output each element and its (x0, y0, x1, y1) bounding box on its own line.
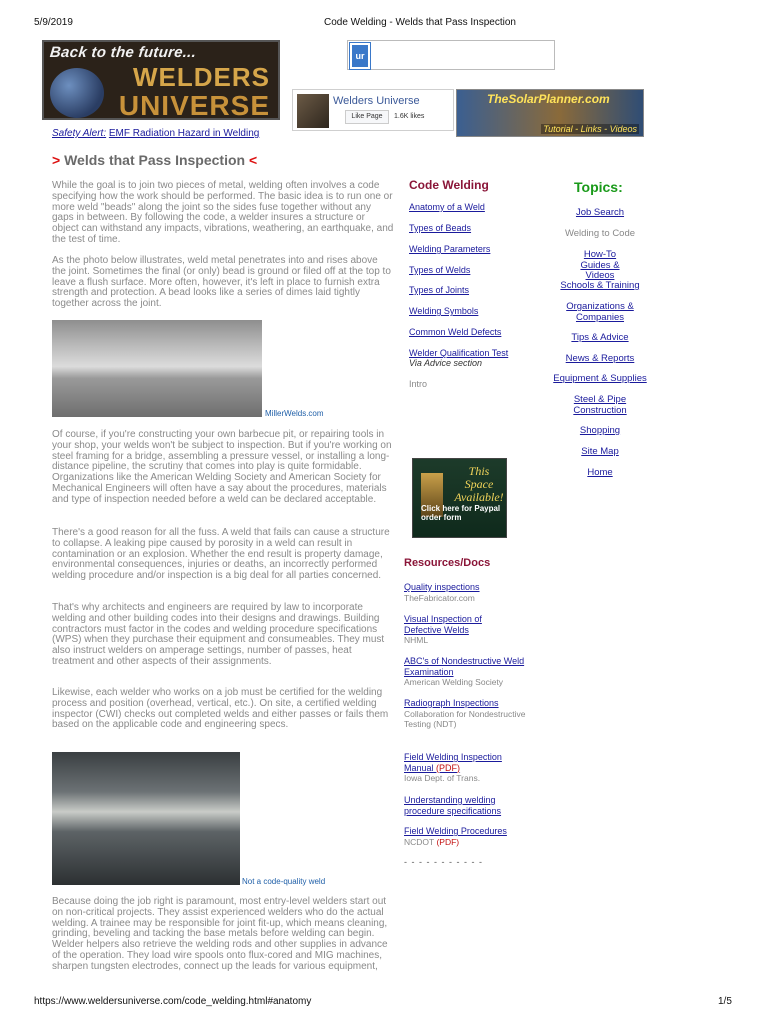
nav-welding-parameters[interactable]: Welding Parameters (409, 244, 491, 254)
article-paragraph-3: Of course, if you're constructing your own barbecue pit, or repairing tools in your shop, your welds won't be subject to inspection. But if you're working on steel framing for a bridge, assembling a pressure vessel, or installing a long-distance pipeline, the scrutiny that comes into play is quite formidable. Organizations like the American Welding Society and American Society for Mechanical Engineers will often have a say about the procedures, materials and type of inspection needed before a weld can be declared acceptable. (52, 429, 392, 505)
pdf-badge: (PDF) (436, 762, 461, 773)
photo-caption-1[interactable]: MillerWelds.com (265, 409, 324, 418)
article-paragraph-1: While the goal is to join two pieces of metal, welding often involves a code specifying how the work should be performed. The basic idea is to run one or more weld "beads" along the joint so the sides fuse together without any gaps in between. By following the code, a welder insures a structure or object can withstand any impacts, vibrations, weathering, an earthquake, and the test of time. (52, 180, 394, 245)
resource-source: TheFabricator.com (404, 592, 475, 603)
print-date: 5/9/2019 (34, 17, 73, 28)
photo-caption-2: Not a code-quality weld (242, 877, 326, 886)
topic-home[interactable]: Home (587, 467, 613, 478)
paypal-order-link[interactable]: Click here for Paypal order form (421, 504, 501, 522)
page-title-text: Welds that Pass Inspection (64, 152, 246, 168)
article-paragraph-5: That's why architects and engineers are required by law to incorporate welding and other building codes into their designs and drawings. Building contractors must factor in the codes and welding procedure specifications (WPS) when they purchase their equipment and consumeables. They must also instruct welders on amperage settings, number of passes, heat treatment and other aspects of their assignments. (52, 602, 385, 667)
heading-arrow-left: > (52, 152, 61, 168)
resource-link[interactable]: Radiograph Inspections (404, 698, 499, 708)
print-url: https://www.weldersuniverse.com/code_welding.html#anatomy (34, 996, 312, 1007)
space-available-ad[interactable] (412, 458, 507, 538)
resource-item[interactable] (404, 614, 516, 646)
print-page-number: 1/5 (718, 996, 732, 1007)
resource-source: NHML (404, 635, 429, 645)
heading-arrow-right: < (248, 152, 258, 168)
nav-common-weld-defects[interactable]: Common Weld Defects (409, 327, 502, 337)
nav-intro: Intro (409, 379, 428, 389)
resource-item[interactable] (404, 826, 534, 847)
code-welding-title: Code Welding (409, 178, 489, 192)
article-paragraph-6: Likewise, each welder who works on a job must be certified for the welding process and position (overhead, vertical, etc.). On site, a certified welding inspector (CWI) checks out completed welds and either passes or fails them based on the applicable code and engineering specs. (52, 687, 389, 731)
topic-organizations-companies[interactable]: Organizations & Companies (566, 301, 634, 323)
top-ad[interactable] (347, 40, 555, 70)
resource-item[interactable] (404, 582, 534, 603)
solar-ad-subtitle: Tutorial - Links - Videos (543, 124, 637, 134)
resource-item[interactable] (404, 795, 514, 816)
solar-planner-ad[interactable] (456, 89, 644, 137)
poor-weld-photo (52, 752, 240, 885)
space-ad-text: This Space Available! (454, 464, 504, 504)
topic-how-to-guides[interactable]: How-To Guides & Videos (580, 249, 620, 281)
weld-bead-photo (52, 320, 262, 417)
topic-steel-pipe-construction[interactable]: Steel & Pipe Construction (573, 394, 627, 416)
resource-item[interactable] (404, 656, 532, 688)
facebook-like-count: 1.6K likes (394, 113, 425, 120)
topic-equipment-supplies[interactable]: Equipment & Supplies (553, 373, 647, 384)
resource-link[interactable]: Visual Inspection of Defective Welds (404, 614, 482, 635)
topic-job-search[interactable]: Job Search (575, 207, 625, 218)
ad-logo-icon: ur (350, 43, 370, 69)
solar-ad-title: TheSolarPlanner.com (487, 92, 610, 106)
resources-divider: - - - - - - - - - - - (404, 857, 483, 867)
safety-alert-link[interactable]: EMF Radiation Hazard in Welding (108, 128, 260, 139)
topics-title: Topics: (574, 179, 623, 195)
safety-alert-label[interactable]: Safety Alert: (52, 128, 107, 139)
nav-types-of-beads[interactable]: Types of Beads (409, 223, 472, 233)
topic-news-reports[interactable]: News & Reports (565, 353, 635, 364)
resource-source: Collaboration for Nondestructive Testing (NDT) (404, 708, 526, 729)
facebook-page-name[interactable]: Welders Universe (333, 95, 420, 107)
globe-icon (50, 68, 104, 118)
nav-welder-qualification-test[interactable]: Welder Qualification Test (409, 348, 509, 358)
facebook-like-button[interactable]: Like Page (345, 110, 389, 124)
nav-via-advice-note: Via Advice section (409, 358, 483, 368)
article-paragraph-2: As the photo below illustrates, weld metal penetrates into and rises above the joint. Sometimes the final (or only) bead is ground or filed off at the top to leave a flush surface. More often, however, it's left in place to furnish extra strength and protection. A bead looks like a series of dimes laid tightly together across the joint. (52, 255, 391, 310)
resource-link-text[interactable]: Field Welding Inspection Manual (404, 752, 502, 773)
nav-anatomy-of-a-weld[interactable]: Anatomy of a Weld (409, 202, 485, 212)
article-paragraph-7: Because doing the job right is paramount, most entry-level welders start out on non-critical projects. They assist experienced welders who do the actual welding. A trainee may be responsible for joint fit-up, which means cleaning, grinding, beveling and tacking the base metals before welding can begin. Welder helpers also retrieve the welding rods and other supplies in advance of the operation. They load wire spools onto flux-cored and MIG machines, sharpen tungsten electrodes, connect up the leads for various equipment, (52, 896, 388, 972)
topic-schools-training[interactable]: Schools & Training (560, 280, 640, 291)
nav-types-of-joints[interactable]: Types of Joints (409, 285, 470, 295)
resource-link[interactable]: ABC's of Nondestructive Weld Examination (404, 656, 525, 677)
resource-item[interactable] (404, 752, 526, 784)
topic-shopping[interactable]: Shopping (579, 425, 621, 436)
banner-title-line2: UNIVERSE (118, 90, 270, 120)
nav-welding-symbols[interactable]: Welding Symbols (409, 306, 479, 316)
topic-tips-advice[interactable]: Tips & Advice (571, 332, 629, 343)
resource-item[interactable] (404, 698, 532, 730)
resource-source: American Welding Society (404, 677, 504, 687)
banner-tagline: Back to the future... (49, 44, 198, 61)
pdf-badge: (PDF) (436, 836, 460, 847)
facebook-page-thumbnail (297, 94, 329, 128)
resource-link[interactable]: Quality inspections (404, 582, 480, 592)
safety-alert[interactable] (52, 128, 259, 139)
topic-site-map[interactable]: Site Map (581, 446, 619, 457)
print-title: Code Welding - Welds that Pass Inspection (324, 17, 516, 28)
resource-link[interactable]: Understanding welding procedure specifications (404, 795, 502, 816)
nav-types-of-welds[interactable]: Types of Welds (409, 265, 471, 275)
resource-link[interactable]: Field Welding Procedures (404, 826, 507, 836)
resource-link[interactable] (404, 752, 526, 773)
page-title (52, 152, 257, 168)
topic-welding-to-code: Welding to Code (564, 228, 636, 239)
article-paragraph-4: There's a good reason for all the fuss. A weld that fails can cause a structure to collapse. A leaking pipe caused by porosity in a weld can result in contamination or an explosion. Whether the end result is property damage, environmental consequences, injuries or deaths, an incorrectly performed welding procedure and/or inspection is a big deal for all parties concerned. (52, 527, 390, 582)
facebook-widget[interactable] (292, 89, 454, 131)
resource-source (404, 837, 534, 848)
banner-title-line1: WELDERS (133, 62, 270, 92)
resource-source: Iowa Dept. of Trans. (404, 773, 481, 783)
resource-source-text: NCDOT (404, 836, 435, 847)
site-banner[interactable] (42, 40, 280, 120)
resources-title: Resources/Docs (404, 557, 491, 569)
